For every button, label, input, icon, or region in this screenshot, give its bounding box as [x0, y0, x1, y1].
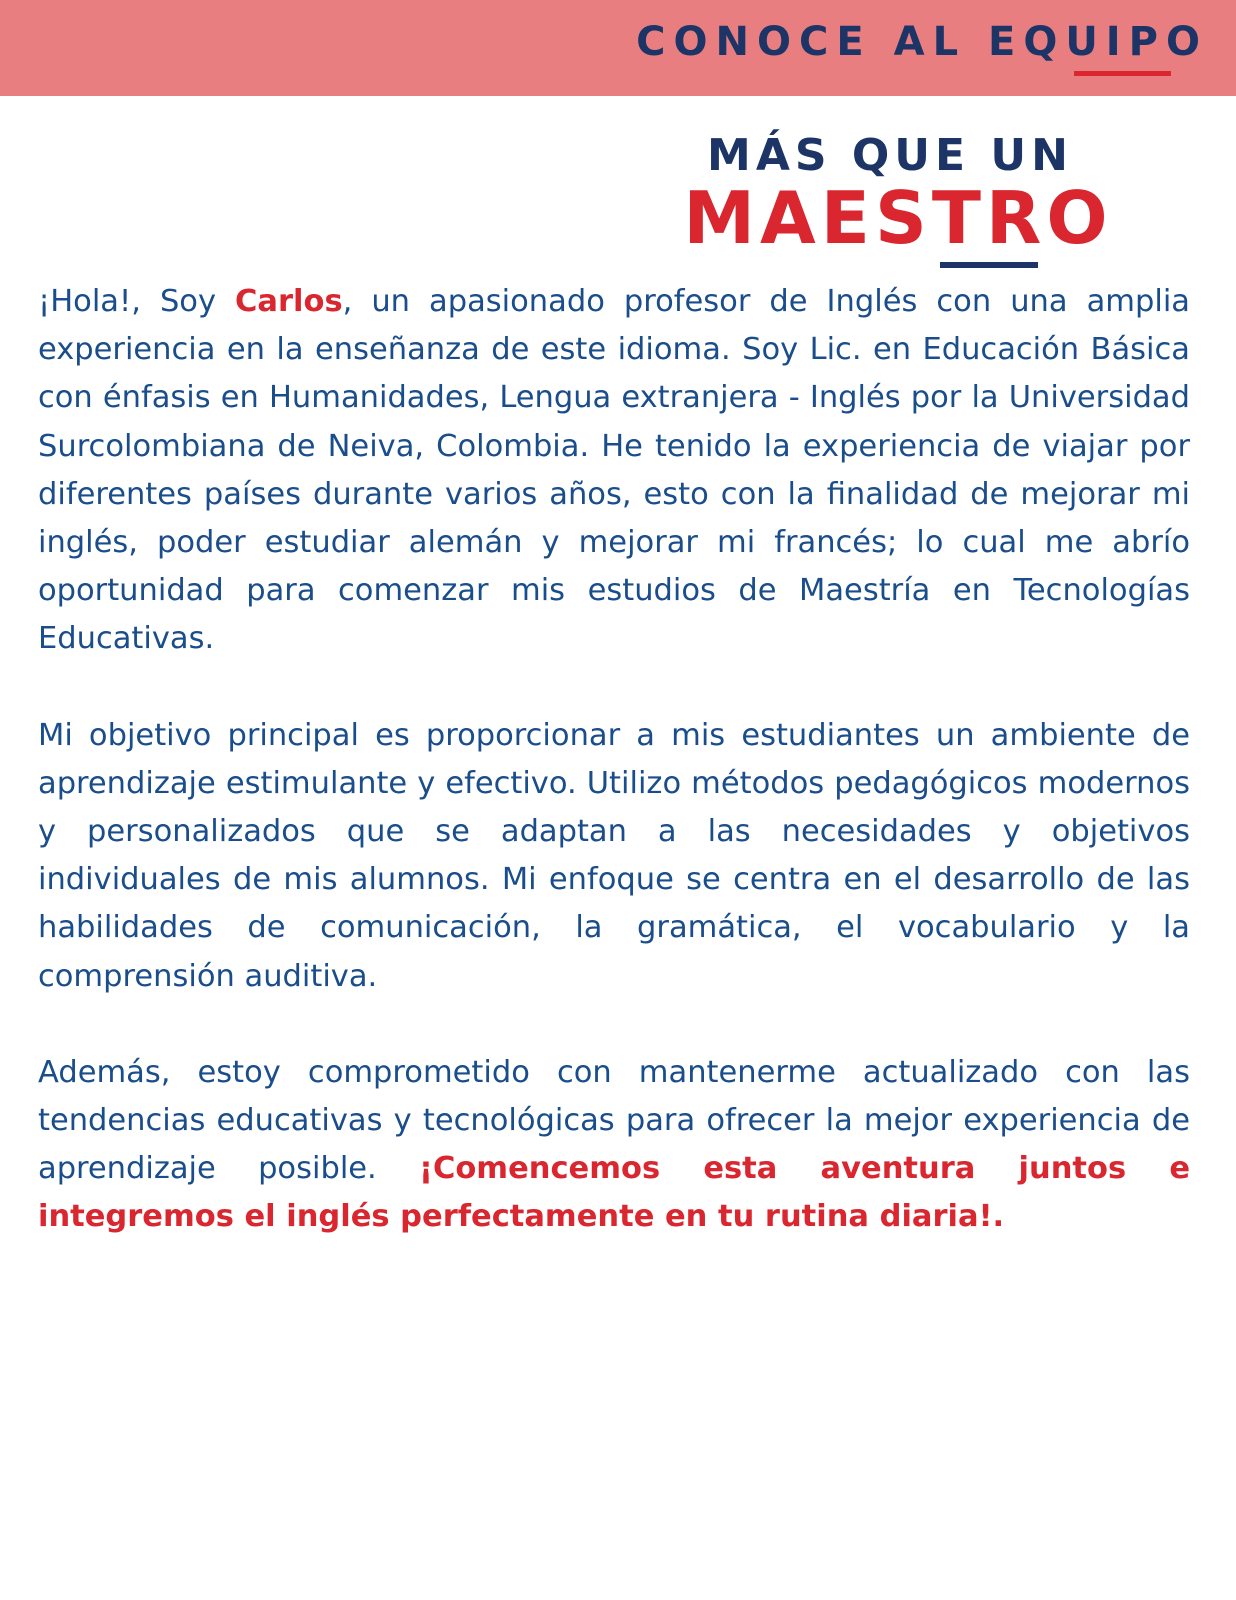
closing-call-to-action: ¡Comencemos esta aventura juntos e integremos el inglés perfectamente en tu rutina diaria!. [38, 1151, 1191, 1235]
heading-subtitle: MÁS QUE UN [707, 130, 1073, 181]
banner-underline-accent [1074, 71, 1171, 76]
commitment-body: Además, estoy comprometido con mantenerme actualizado con las tendencias educativas y tecnológicas para ofrecer la mejor experiencia de aprendizaje posible. [38, 1054, 1190, 1187]
heading-title: MAESTRO [683, 176, 1113, 260]
paragraph-objective: Mi objetivo principal es proporcionar a mis estudiantes un ambiente de aprendizaje estimulante y efectivo. Utilizo métodos pedagógicos modernos y personalizados que se adaptan a las necesidades y objetivos individuales de mis alumnos. Mi enfoque se centra en el desarrollo de las habilidades de comunicación, la gramática, el vocabulario y la comprensión auditiva. [38, 717, 1190, 994]
banner-title: CONOCE AL EQUIPO [636, 19, 1208, 65]
paragraph-intro [38, 278, 1190, 664]
teacher-name: Carlos [235, 284, 343, 319]
heading-underline-accent [940, 262, 1038, 268]
paragraph-commitment [38, 1049, 1190, 1242]
top-banner [0, 0, 1236, 96]
bio-content [38, 278, 1190, 1290]
intro-body: , un apasionado profesor de Inglés con una amplia experiencia en la enseñanza de este idioma. Soy Lic. en Educación Básica con énfasis en Humanidades, Lengua extranjera - Inglés por la Universidad Surcolombiana de Neiva, Colombia. He tenido la experiencia de viajar por diferentes países durante varios años, esto con la finalidad de mejorar mi inglés, poder estudiar alemán y mejorar mi francés; lo cual me abrío oportunidad para comenzar mis estudios de Maestría en Tecnologías Educativas. [38, 284, 1190, 657]
intro-greeting: ¡Hola!, Soy [38, 284, 236, 319]
